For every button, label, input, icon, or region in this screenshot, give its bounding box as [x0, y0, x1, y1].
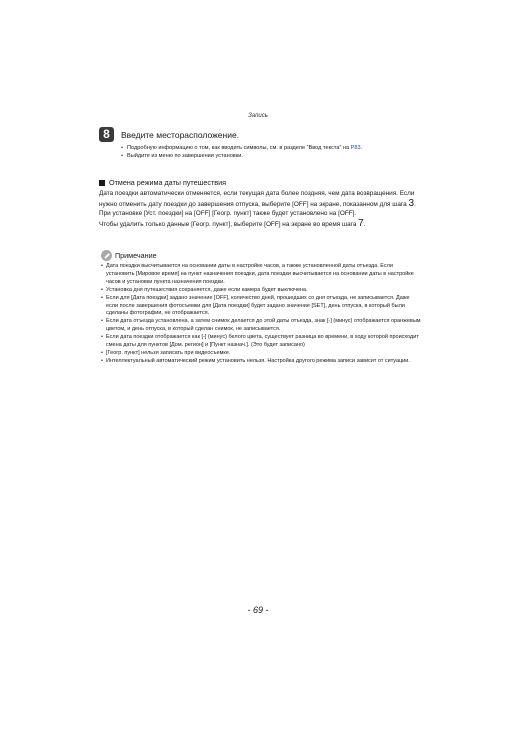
step-number-badge: 8 [99, 127, 114, 142]
paragraph-text: Чтобы удалить только данные [Геогр. пункт], выберите [OFF] на экране во время шага [99, 220, 359, 228]
bullet-text: Выйдите из меню по завершении установки. [127, 153, 243, 159]
note-item: • [Геогр. пункт] нельзя записать при видеосъемке. [101, 350, 421, 358]
note-item: • Интеллектуальный автоматический режим установить нельзя. Настройка другого режима записи зависит от ситуации. [101, 358, 421, 366]
page-number: - 69 - [247, 605, 269, 615]
step-bullets [121, 144, 421, 160]
section-body [99, 189, 419, 229]
running-header: Запись [248, 113, 268, 119]
note-list [101, 263, 421, 366]
bullet-suffix: . [360, 145, 363, 151]
paragraph-text: . [363, 220, 366, 228]
note-item: • Дата поездки высчитывается на основании даты в настройке часов, а также установленной даты отъезда. Если установить [Мировое время] на пункт назначения поездки, дата поездки высчитывается на основании даты в настройке часов и установки пункта назначения поездки. [101, 263, 421, 287]
note-item: • Если для [Дата поездки] задано значение [OFF], количество дней, прошедших со дня отъезда, не записывается. Даже если после завершения фотосъемки для [Дата поездки] будет задано значение [SET], день отпуска, в который были сделаны фотографии, не отображается. [101, 295, 421, 319]
section-paragraph-2 [99, 219, 419, 230]
section-title [99, 178, 419, 187]
note-item: • Установка дня путешествия сохраняется, даже если камера будет выключена. [101, 287, 421, 295]
paragraph-text: . При установке [Уст. поездки] на [OFF] [Геогр. пункт] также будет установлено на [OFF]. [99, 200, 416, 217]
cancel-travel-date-section [99, 178, 419, 229]
note-heading [101, 250, 421, 261]
step-title: Введите месторасположение. [121, 130, 240, 140]
step-bullet [121, 144, 421, 152]
bullet-text: Подробную информацию о том, как вводить символы, см. в разделе “Ввод текста” на [127, 145, 351, 151]
paragraph-text: Дата поездки автоматически отменяется, если текущая дата более поздняя, чем дата возвращения. Если нужно отменить дату поездки до завершения отпуска, выберите [OFF] на экране, показанном для шага [99, 190, 415, 208]
section-title-text: Отмена режима даты путешествия [109, 178, 227, 187]
note-block [101, 250, 421, 366]
step-bullet [121, 152, 421, 160]
note-heading-text: Примечание [115, 251, 157, 260]
step-reference: 7 [358, 217, 364, 229]
square-bullet-icon [99, 180, 105, 186]
step-reference: 3 [408, 197, 415, 209]
section-paragraph-1 [99, 189, 419, 219]
note-item: • Если дата отъезда установлена, а затем снимок делается до этой даты отъезда, знак [-] (минус) отображается оранжевым цветом, и день отпуска, в который сделан снимок, не записывается. [101, 318, 421, 334]
page-link-p83[interactable]: P83 [350, 145, 361, 151]
note-item: • Если дата поездки отображается как [-] (минус) белого цвета, существует разница во времени, в ходу которой происходит смена даты для пунктов [Дом. регион] и [Пункт назнач.]. (Это будет записано) [101, 334, 421, 350]
pencil-note-icon [101, 250, 112, 261]
